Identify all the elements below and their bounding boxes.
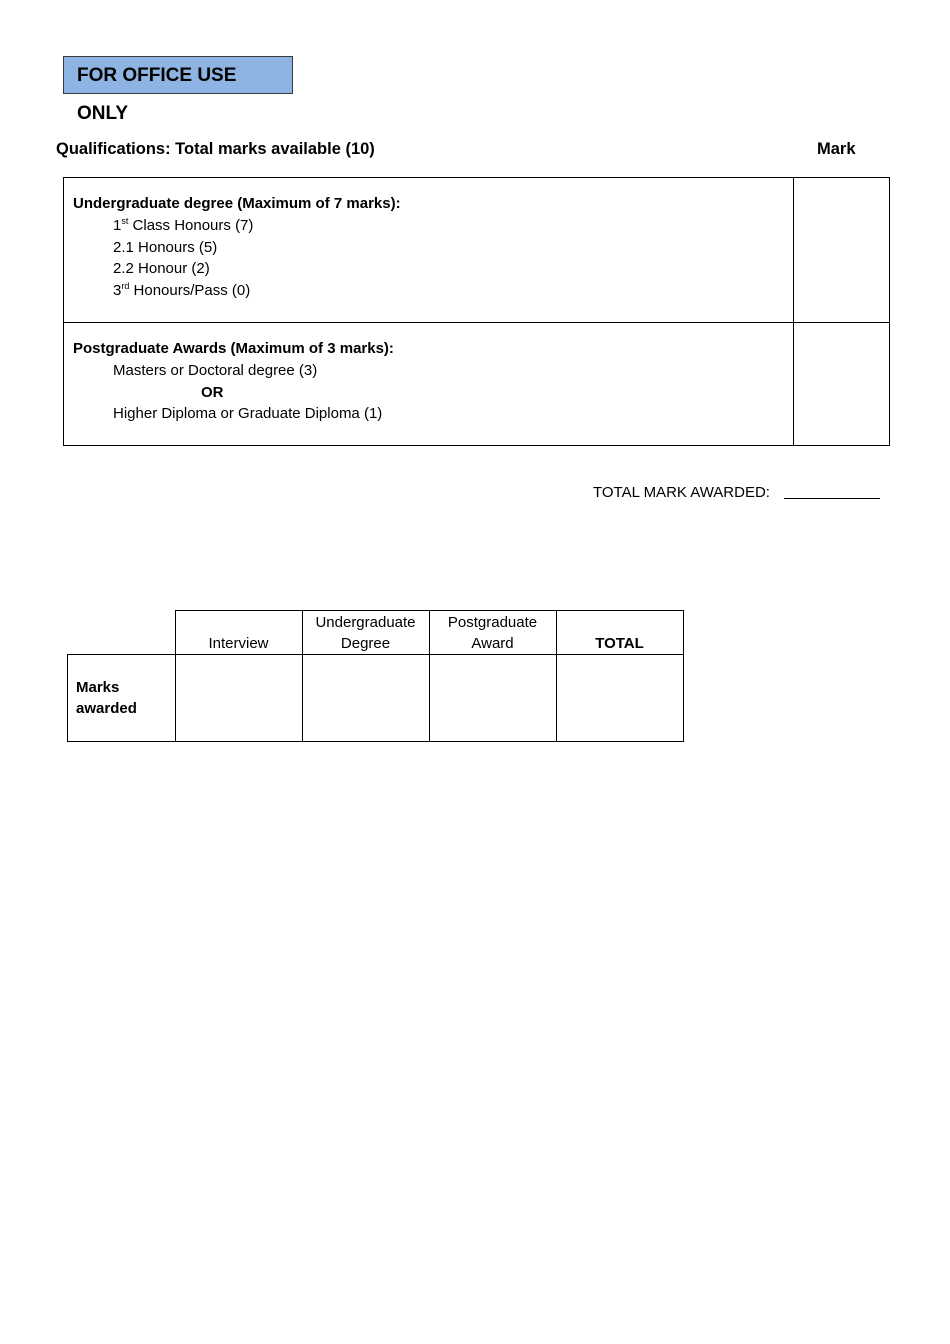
undergraduate-row bbox=[64, 178, 890, 323]
office-use-label: FOR OFFICE USE ONLY bbox=[63, 56, 293, 94]
undergraduate-description bbox=[64, 178, 794, 323]
header-total bbox=[556, 611, 683, 655]
header-postgraduate bbox=[429, 611, 556, 655]
marks-summary-table bbox=[67, 610, 684, 742]
ug-option-first-class bbox=[64, 215, 793, 237]
ug-option-4-text: Honours/Pass (0) bbox=[129, 281, 251, 299]
postgraduate-mark-cell[interactable] bbox=[794, 323, 890, 446]
row-label-line2: awarded bbox=[76, 700, 137, 717]
ug-option-4-sup: rd bbox=[121, 280, 130, 291]
qualifications-heading: Qualifications: Total marks available (10) bbox=[56, 140, 375, 158]
undergraduate-degree-mark-cell[interactable] bbox=[302, 655, 429, 742]
header-interview bbox=[175, 611, 302, 655]
pg-option-diploma: Higher Diploma or Graduate Diploma (1) bbox=[113, 405, 383, 422]
ug-option-2-2: 2.2 Honour (2) bbox=[113, 260, 210, 277]
ug-option-1-sup: st bbox=[121, 216, 129, 226]
mark-column-heading: Mark bbox=[817, 140, 856, 158]
total-mark-awarded-label: TOTAL MARK AWARDED: bbox=[593, 484, 770, 501]
row-label-line1: Marks bbox=[76, 679, 120, 696]
ug-option-4-prefix: 3 bbox=[113, 281, 122, 299]
header-corner bbox=[68, 611, 176, 655]
marks-awarded-label bbox=[68, 655, 176, 742]
postgraduate-row bbox=[64, 323, 890, 446]
ug-option-2-1: 2.1 Honours (5) bbox=[113, 238, 218, 256]
ug-option-third bbox=[64, 280, 793, 302]
header-interview-label: Interview bbox=[208, 635, 269, 652]
undergraduate-mark-cell[interactable] bbox=[794, 178, 890, 323]
postgraduate-title: Postgraduate Awards (Maximum of 3 marks): bbox=[73, 340, 394, 357]
pg-option-masters: Masters or Doctoral degree (3) bbox=[113, 362, 318, 379]
header-total-label: TOTAL bbox=[595, 635, 644, 652]
total-mark-awarded bbox=[593, 482, 880, 501]
ug-option-1-prefix: 1 bbox=[113, 217, 122, 234]
total-mark-cell[interactable] bbox=[556, 655, 683, 742]
header-ug-line2: Degree bbox=[340, 635, 391, 652]
pg-or-separator: OR bbox=[201, 383, 224, 401]
header-pg-line2: Award bbox=[471, 635, 514, 652]
qualifications-table bbox=[63, 177, 890, 446]
header-pg-line1: Postgraduate bbox=[447, 614, 538, 631]
marks-awarded-row bbox=[68, 655, 684, 742]
postgraduate-description bbox=[64, 323, 794, 446]
ug-option-1-text: Class Honours (7) bbox=[128, 217, 254, 234]
undergraduate-title: Undergraduate degree (Maximum of 7 marks): bbox=[73, 195, 401, 212]
header-undergraduate bbox=[302, 611, 429, 655]
total-mark-awarded-blank[interactable] bbox=[784, 482, 880, 499]
marks-header-row bbox=[68, 611, 684, 655]
interview-mark-cell[interactable] bbox=[175, 655, 302, 742]
header-ug-line1: Undergraduate bbox=[315, 614, 416, 631]
postgraduate-award-mark-cell[interactable] bbox=[429, 655, 556, 742]
